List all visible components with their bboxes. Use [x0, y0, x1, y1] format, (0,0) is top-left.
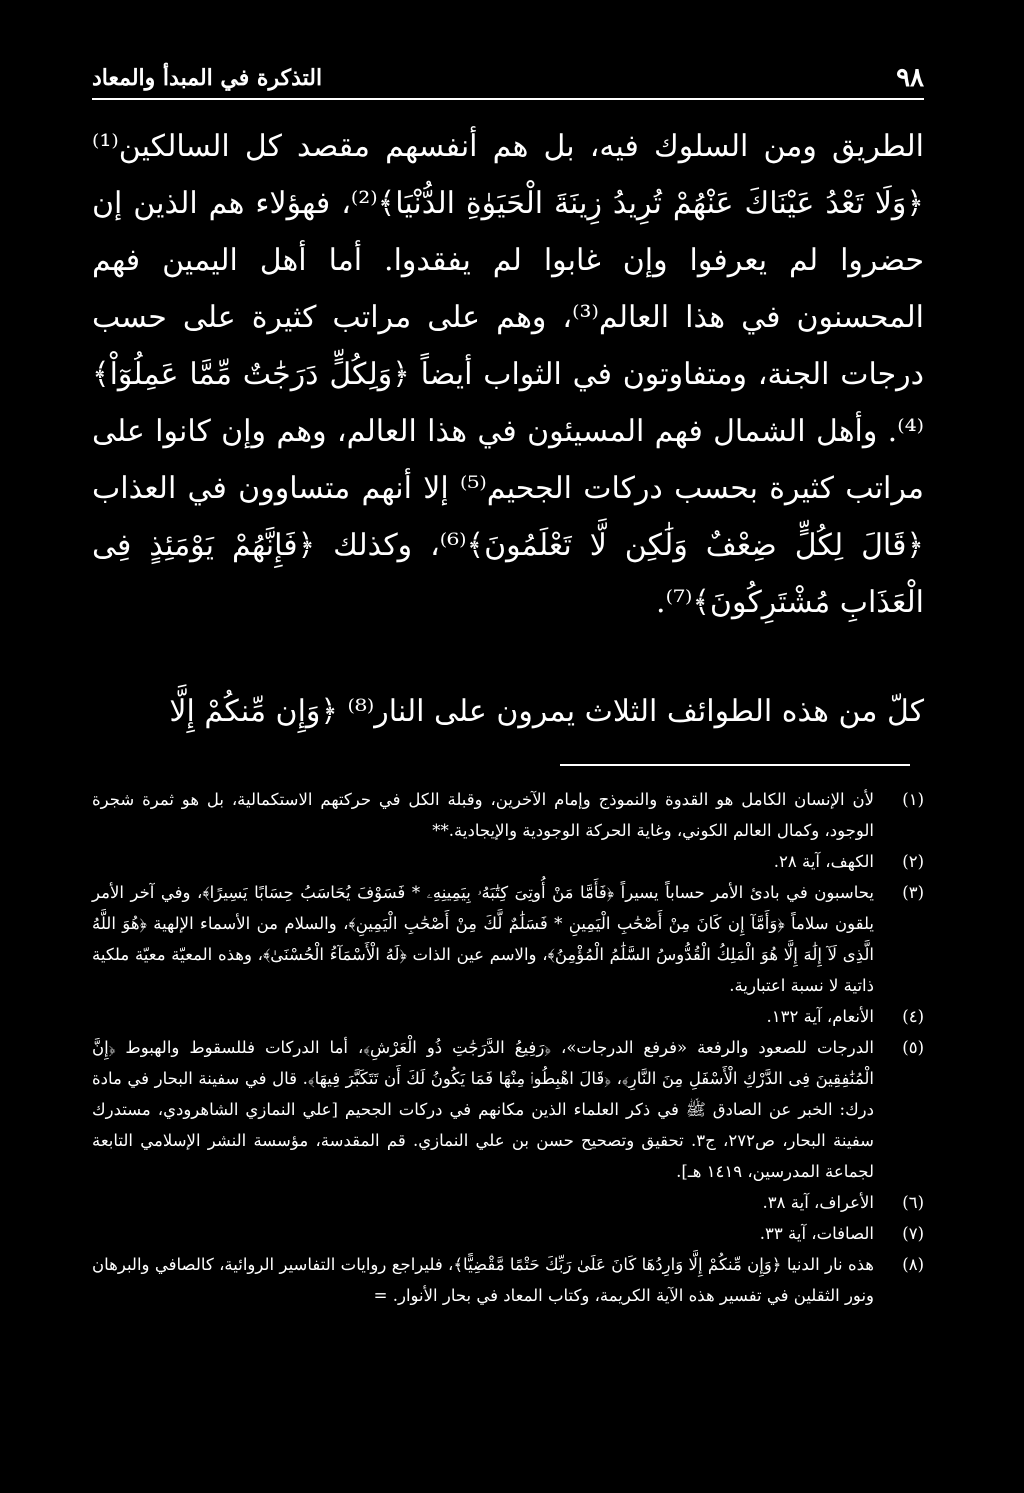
footnote-number: (٥): [902, 1038, 924, 1057]
footnote: [92, 846, 924, 877]
footnote: [92, 1032, 924, 1187]
body-paragraph-1: الطريق ومن السلوك فيه، بل هم أنفسهم مقصد كل السالكين⁽¹⁾ ﴿وَلَا تَعْدُ عَيْنَاكَ عَنْهُمْ تُرِيدُ زِينَةَ الْحَيَوٰةِ الدُّنْيَا﴾⁽²⁾، فهؤلاء هم الذين إن حضروا لم يعرفوا وإن غابوا لم يفقدوا. أما أهل اليمين فهم المحسنون في هذا العالم⁽³⁾، وهم على مراتب كثيرة على حسب درجات الجنة، ومتفاوتون في الثواب أيضاً ﴿وَلِكُلٍّ دَرَجَٰتٌ مِّمَّا عَمِلُوٓاْ﴾⁽⁴⁾. وأهل الشمال فهم المسيئون في هذا العالم، وهم وإن كانوا على مراتب كثيرة بحسب دركات الجحيم⁽⁵⁾ إلا أنهم متساوون في العذاب ﴿قَالَ لِكُلٍّ ضِعْفٌ وَلَٰكِن لَّا تَعْلَمُونَ﴾⁽⁶⁾، وكذلك ﴿فَإِنَّهُمْ يَوْمَئِذٍ فِى الْعَذَابِ مُشْتَرِكُونَ﴾⁽⁷⁾.: [92, 129, 925, 620]
page-number: ٩٨: [896, 63, 924, 93]
footnote-text: الصافات، آية ٣٣.: [759, 1224, 874, 1243]
footnote-number: (١): [902, 790, 924, 809]
footnote: [92, 1218, 924, 1249]
footnote: [92, 877, 924, 1001]
footnote-number: (٨): [902, 1255, 924, 1274]
footnote-number: (٢): [902, 852, 924, 871]
footnote-divider: [560, 764, 910, 766]
footnote: [92, 1249, 924, 1311]
footnote-text: يحاسبون في بادئ الأمر حساباً يسيراً ﴿فَأَمَّا مَنْ أُوتِىَ كِتَٰبَهُۥ بِيَمِينِهِۦ * فَسَوْفَ يُحَاسَبُ حِسَابًا يَسِيرًا﴾، وفي آخر الأمر يلقون سلاماً ﴿وَأَمَّآ إِن كَانَ مِنْ أَصْحَٰبِ الْيَمِينِ * فَسَلَٰمٌ لَّكَ مِنْ أَصْحَٰبِ الْيَمِينِ﴾، والسلام من الأسماء الإلهية ﴿هُوَ اللَّهُ الَّذِى لَآ إِلَٰهَ إِلَّا هُوَ الْمَلِكُ الْقُدُّوسُ السَّلَٰمُ الْمُؤْمِنُ﴾، والاسم عين الذات ﴿لَهُ الْأَسْمَآءُ الْحُسْنَىٰ﴾، وهذه المعيّة معيّة ملكية ذاتية لا نسبة اعتبارية.: [92, 883, 874, 995]
footnote-number: (٤): [902, 1007, 924, 1026]
footnote-text: الأعراف، آية ٣٨.: [762, 1193, 874, 1212]
footnote: [92, 1001, 924, 1032]
footnote-number: (٧): [902, 1224, 924, 1243]
page-header: [92, 58, 924, 100]
footnote-text: الكهف، آية ٢٨.: [773, 852, 874, 871]
footnote-text: لأن الإنسان الكامل هو القدوة والنموذج وإمام الآخرين، وقبلة الكل في حركتهم الاستكمالية، بل هو ثمرة شجرة الوجود، وكمال العالم الكوني، وغاية الحركة الوجودية والإيجادية.**: [92, 790, 874, 840]
body-paragraph-2: كلّ من هذه الطوائف الثلاث يمرون على النار⁽⁸⁾ ﴿وَإِن مِّنكُمْ إِلَّا: [169, 694, 924, 729]
footnote-text: الأنعام، آية ١٣٢.: [766, 1007, 874, 1026]
footnote: [92, 784, 924, 846]
footnotes: [92, 784, 924, 1311]
footnote-text: الدرجات للصعود والرفعة «فرفع الدرجات»، ﴿رَفِيعُ الدَّرَجَٰتِ ذُو الْعَرْشِ﴾، أما الدركات فللسقوط والهبوط ﴿إِنَّ الْمُنَٰفِقِينَ فِى الدَّرْكِ الْأَسْفَلِ مِنَ النَّارِ﴾، ﴿قَالَ اهْبِطُوا۟ مِنْهَا فَمَا يَكُونُ لَكَ أَن تَتَكَبَّرَ فِيهَا﴾. قال في سفينة البحار في مادة درك: الخبر عن الصادق ﷺ في ذكر العلماء الذين مكانهم في دركات الجحيم [علي النمازي الشاهرودي، مستدرك سفينة البحار، ص٢٧٢، ج٣. تحقيق وتصحيح حسن بن علي النمازي. قم المقدسة، مؤسسة النشر الإسلامي التابعة لجماعة المدرسين، ١٤١٩ هـ].: [92, 1038, 874, 1181]
running-title: التذكرة في المبدأ والمعاد: [92, 65, 323, 91]
footnote-number: (٦): [902, 1193, 924, 1212]
footnote-text: هذه نار الدنيا ﴿وَإِن مِّنكُمْ إِلَّا وَارِدُهَا كَانَ عَلَىٰ رَبِّكَ حَتْمًا مَّقْضِيًّا﴾، فليراجع روايات التفاسير الروائية، كالصافي والبرهان ونور الثقلين في تفسير هذه الآية الكريمة، وكتاب المعاد في بحار الأنوار. =: [92, 1255, 874, 1305]
footnote: [92, 1187, 924, 1218]
footnote-number: (٣): [902, 883, 924, 902]
